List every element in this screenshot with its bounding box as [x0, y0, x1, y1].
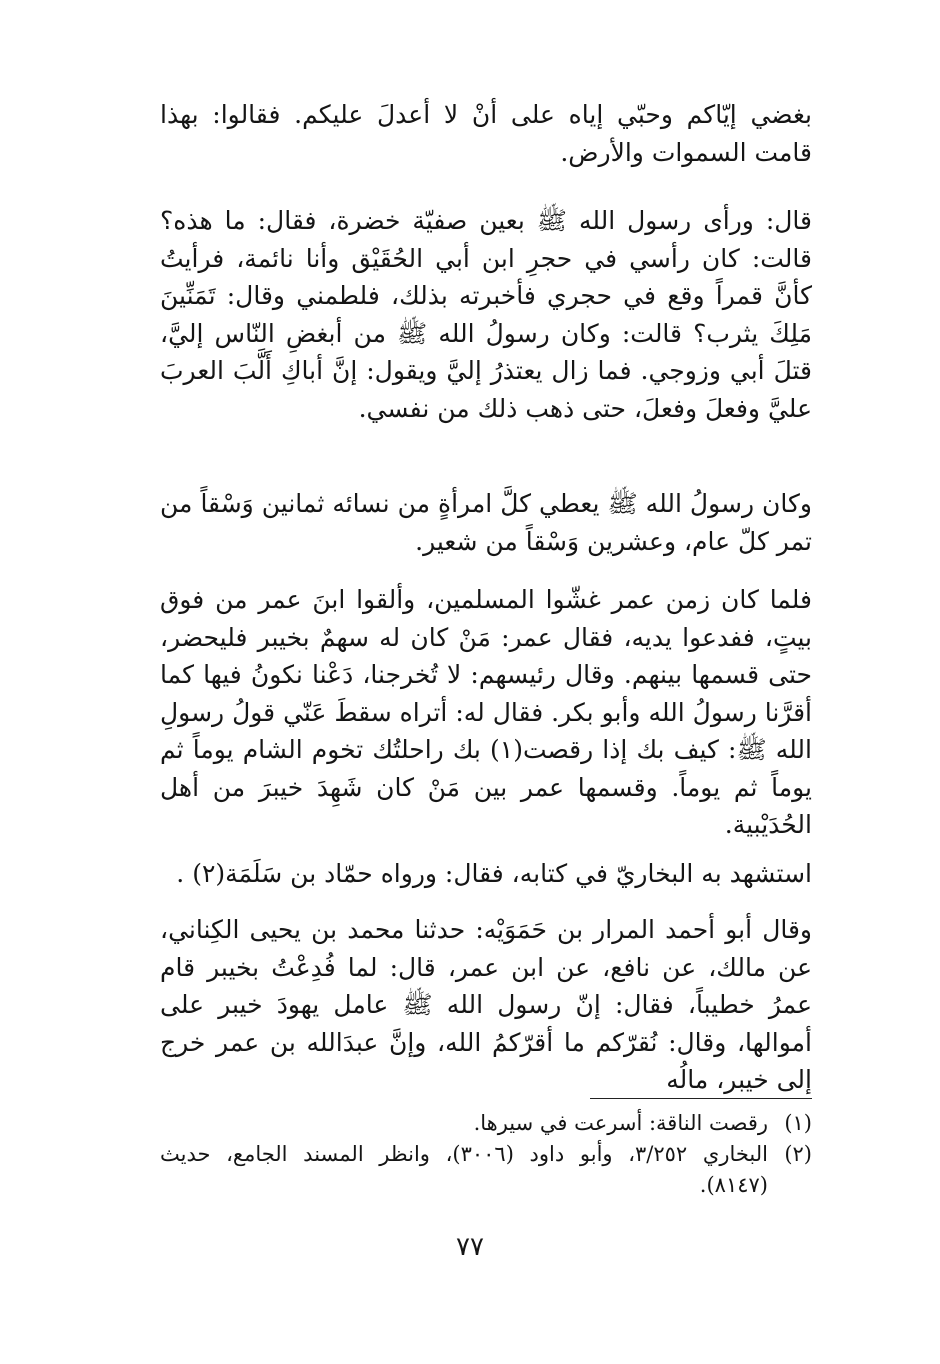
footnotes-section: [160, 1108, 812, 1201]
paragraph-5: استشهد به البخاريّ في كتابه، فقال: ورواه حمّاد بن سَلَمَة(٢) .: [176, 859, 812, 888]
footnote-2: [160, 1139, 812, 1201]
paragraph-3: وكان رسولُ الله ﷺ يعطي كلَّ امرأةٍ من نسائه ثمانين وَسْقاً من تمر كلّ عام، وعشرين وَسْقاً من شعير.: [160, 489, 812, 556]
paragraph-2: قال: ورأى رسول الله ﷺ بعين صفيّة خضرة، فقال: ما هذه؟ قالت: كان رأسي في حجرِ ابن أبي الحُقَيْق وأنا نائمة، فرأيتُ كأنَّ قمراً وقع في حجري فأخبرته بذلك، فلطمني وقال: تَمَنِّينَ مَلِكَ يثرب؟ قالت: وكان رسولُ الله ﷺ من أبغضِ النّاس إليَّ، قتلَ أبي وزوجي. فما زال يعتذرُ إليَّ ويقول: إنَّ أباكِ أَلَّبَ العربَ عليَّ وفعلَ وفعلَ، حتى ذهب ذلك من نفسي.: [160, 206, 812, 423]
paragraph-1: بغضي إيّاكم وحبّي إياه على أنْ لا أعدلَ عليكم. فقالوا: بهذا قامت السموات والأرض.: [160, 100, 812, 167]
footnote-2-text: البخاري ٣/٢٥٢، وأبو داود (٣٠٠٦)، وانظر المسند الجامع، حديث (٨١٤٧).: [160, 1142, 768, 1197]
footnote-1: [160, 1108, 812, 1139]
footnote-1-text: رقصت الناقة: أسرعت في سيرها.: [473, 1111, 768, 1135]
paragraph-6: وقال أبو أحمد المرار بن حَمَوَيْه: حدثنا محمد بن يحيى الكِناني، عن مالك، عن نافع، عن ابن عمر، قال: لما فُدِعْتُ بخيبر قام عمرُ خطيباً، فقال: إنّ رسول الله ﷺ عامل يهودَ خيبر على أموالها، وقال: نُقرّكم ما أقرّكمُ الله، وإنَّ عبدَالله بن عمر خرج إلى خيبر، مالُه: [160, 915, 812, 1094]
footnote-2-number: (٢): [784, 1142, 812, 1166]
footnote-1-number: (١): [784, 1111, 812, 1135]
footnote-divider: [590, 1098, 812, 1099]
paragraph-4: فلما كان زمن عمر غشّوا المسلمين، وألقوا ابنَ عمر من فوق بيتٍ، ففدعوا يديه، فقال عمر: مَنْ كان له سهمٌ بخيبر فليحضر، حتى قسمها بينهم. وقال رئيسهم: لا تُخرجنا، دَعْنا نكونُ فيها كما أقرَّنا رسولُ الله وأبو بكر. فقال له: أتراه سقطَ عَنّي قولُ رسولِ الله ﷺ: كيف بك إذا رقصت(١) بك راحلتُك تخوم الشام يوماً ثم يوماً ثم يوماً. وقسمها عمر بين مَنْ كان شَهِدَ خيبرَ من أهل الحُدَيْبية.: [160, 585, 812, 839]
page-number: ٧٧: [456, 1232, 484, 1262]
